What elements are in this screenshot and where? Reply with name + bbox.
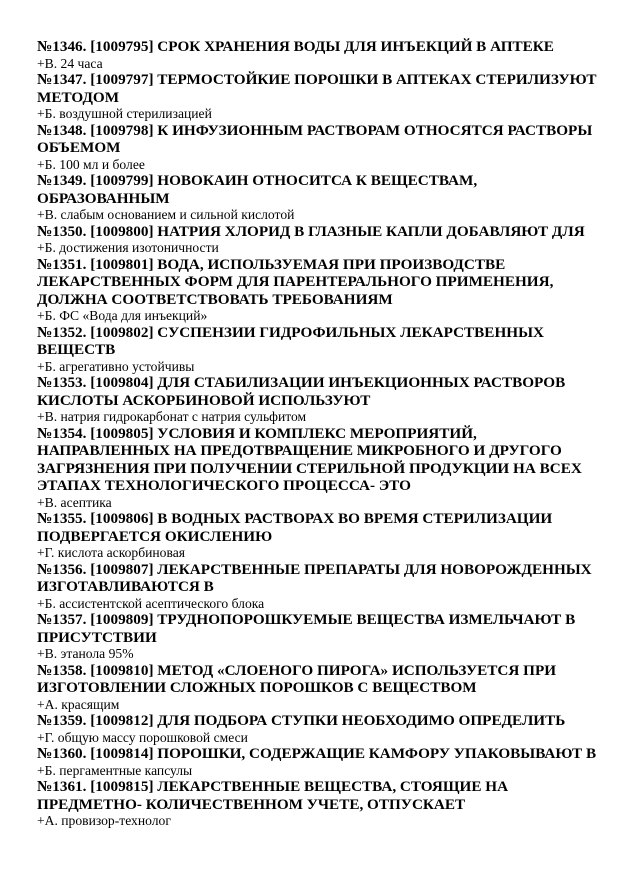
answer-text: +В. натрия гидрокарбонат с натрия сульфитом <box>37 409 307 424</box>
question-text: №1348. [1009798] К ИНФУЗИОННЫМ РАСТВОРАМ ОТНОСЯТСЯ РАСТВОРЫ ОБЪЕМОМ <box>37 121 593 156</box>
question-item <box>37 71 597 122</box>
question-text: №1355. [1009806] В ВОДНЫХ РАСТВОРАХ ВО ВРЕМЯ СТЕРИЛИЗАЦИИ ПОДВЕРГАЕТСЯ ОКИСЛЕНИЮ <box>37 510 553 545</box>
answer-text: +Б. 100 мл и более <box>37 156 145 172</box>
answer-text: +Б. пергаментные капсулы <box>37 762 193 778</box>
answer-text: +А. провизор-технолог <box>37 813 171 828</box>
question-text: №1360. [1009814] ПОРОШКИ, СОДЕРЖАЩИЕ КАМФОРУ УПАКОВЫВАЮТ В <box>37 745 597 762</box>
question-item <box>37 662 597 713</box>
answer-text: +Б. агрегативно устойчивы <box>37 358 195 374</box>
question-item <box>37 256 597 324</box>
answer-text: +Б. воздушной стерилизацией <box>37 106 212 121</box>
question-text: №1359. [1009812] ДЛЯ ПОДБОРА СТУПКИ НЕОБХОДИМО ОПРЕДЕЛИТЬ <box>37 712 566 729</box>
question-item <box>37 778 597 829</box>
answer-text: +В. слабым основанием и сильной кислотой <box>37 207 295 222</box>
question-item <box>37 374 597 425</box>
answer-text: +А. красящим <box>37 696 120 712</box>
question-text: №1356. [1009807] ЛЕКАРСТВЕННЫЕ ПРЕПАРАТЫ ДЛЯ НОВОРОЖДЕННЫХ ИЗГОТАВЛИВАЮТСЯ В <box>37 560 592 595</box>
question-text: №1351. [1009801] ВОДА, ИСПОЛЬЗУЕМАЯ ПРИ ПРОИЗВОДСТВЕ ЛЕКАРСТВЕННЫХ ФОРМ ДЛЯ ПАРЕНТЕРАЛЬНОГО ПРИМЕНЕНИЯ, ДОЛЖНА СООТВЕТСТВОВАТЬ ТРЕБОВАНИЯМ <box>37 255 554 308</box>
question-item <box>37 745 597 778</box>
question-item <box>37 324 597 375</box>
question-item <box>37 611 597 662</box>
question-item <box>37 122 597 173</box>
answer-text: +В. 24 часа <box>37 55 103 71</box>
question-text: №1346. [1009795] СРОК ХРАНЕНИЯ ВОДЫ ДЛЯ ИНЪЕКЦИЙ В АПТЕКЕ <box>37 38 554 55</box>
question-text: №1350. [1009800] НАТРИЯ ХЛОРИД В ГЛАЗНЫЕ КАПЛИ ДОБАВЛЯЮТ ДЛЯ <box>37 222 585 240</box>
answer-text: +В. асептика <box>37 494 112 510</box>
document-page <box>37 38 597 829</box>
question-text: №1347. [1009797] ТЕРМОСТОЙКИЕ ПОРОШКИ В АПТЕКАХ СТЕРИЛИЗУЮТ МЕТОДОМ <box>37 71 597 106</box>
answer-text: +Г. общую массу порошковой смеси <box>37 729 248 745</box>
answer-text: +Б. ассистентской асептического блока <box>37 595 265 611</box>
question-item <box>37 223 597 256</box>
question-item <box>37 561 597 612</box>
question-item <box>37 712 597 745</box>
question-item <box>37 38 597 71</box>
answer-text: +Б. достижения изотоничности <box>37 240 219 255</box>
answer-text: +В. этанола 95% <box>37 646 134 661</box>
question-text: №1354. [1009805] УСЛОВИЯ И КОМПЛЕКС МЕРОПРИЯТИЙ, НАПРАВЛЕННЫХ НА ПРЕДОТВРАЩЕНИЕ МИКРОБНОГО И ДРУГОГО ЗАГРЯЗНЕНИЯ ПРИ ПОЛУЧЕНИИ СТЕРИЛЬНОЙ ПРОДУКЦИИ НА ВСЕХ ЭТАПАХ ТЕХНОЛОГИЧЕСКОГО ПРОЦЕССА- ЭТО <box>37 424 582 494</box>
question-item <box>37 510 597 561</box>
question-text: №1361. [1009815] ЛЕКАРСТВЕННЫЕ ВЕЩЕСТВА, СТОЯЩИЕ НА ПРЕДМЕТНО- КОЛИЧЕСТВЕННОМ УЧЕТЕ, ОТПУСКАЕТ <box>37 778 509 813</box>
question-item <box>37 425 597 511</box>
answer-text: +Г. кислота аскорбиновая <box>37 545 186 560</box>
answer-text: +Б. ФС «Вода для инъекций» <box>37 308 208 323</box>
question-text: №1358. [1009810] МЕТОД «СЛОЕНОГО ПИРОГА» ИСПОЛЬЗУЕТСЯ ПРИ ИЗГОТОВЛЕНИИ СЛОЖНЫХ ПОРОШКОВ С ВЕЩЕСТВОМ <box>37 661 557 696</box>
question-text: №1357. [1009809] ТРУДНОПОРОШКУЕМЫЕ ВЕЩЕСТВА ИЗМЕЛЬЧАЮТ В ПРИСУТСТВИИ <box>37 611 576 646</box>
question-text: №1349. [1009799] НОВОКАИН ОТНОСИТСА К ВЕЩЕСТВАМ, ОБРАЗОВАННЫМ <box>37 172 478 207</box>
question-text: №1352. [1009802] СУСПЕНЗИИ ГИДРОФИЛЬНЫХ ЛЕКАРСТВЕННЫХ ВЕЩЕСТВ <box>37 323 544 358</box>
question-item <box>37 172 597 223</box>
question-text: №1353. [1009804] ДЛЯ СТАБИЛИЗАЦИИ ИНЪЕКЦИОННЫХ РАСТВОРОВ КИСЛОТЫ АСКОРБИНОВОЙ ИСПОЛЬЗУЮТ <box>37 374 566 409</box>
